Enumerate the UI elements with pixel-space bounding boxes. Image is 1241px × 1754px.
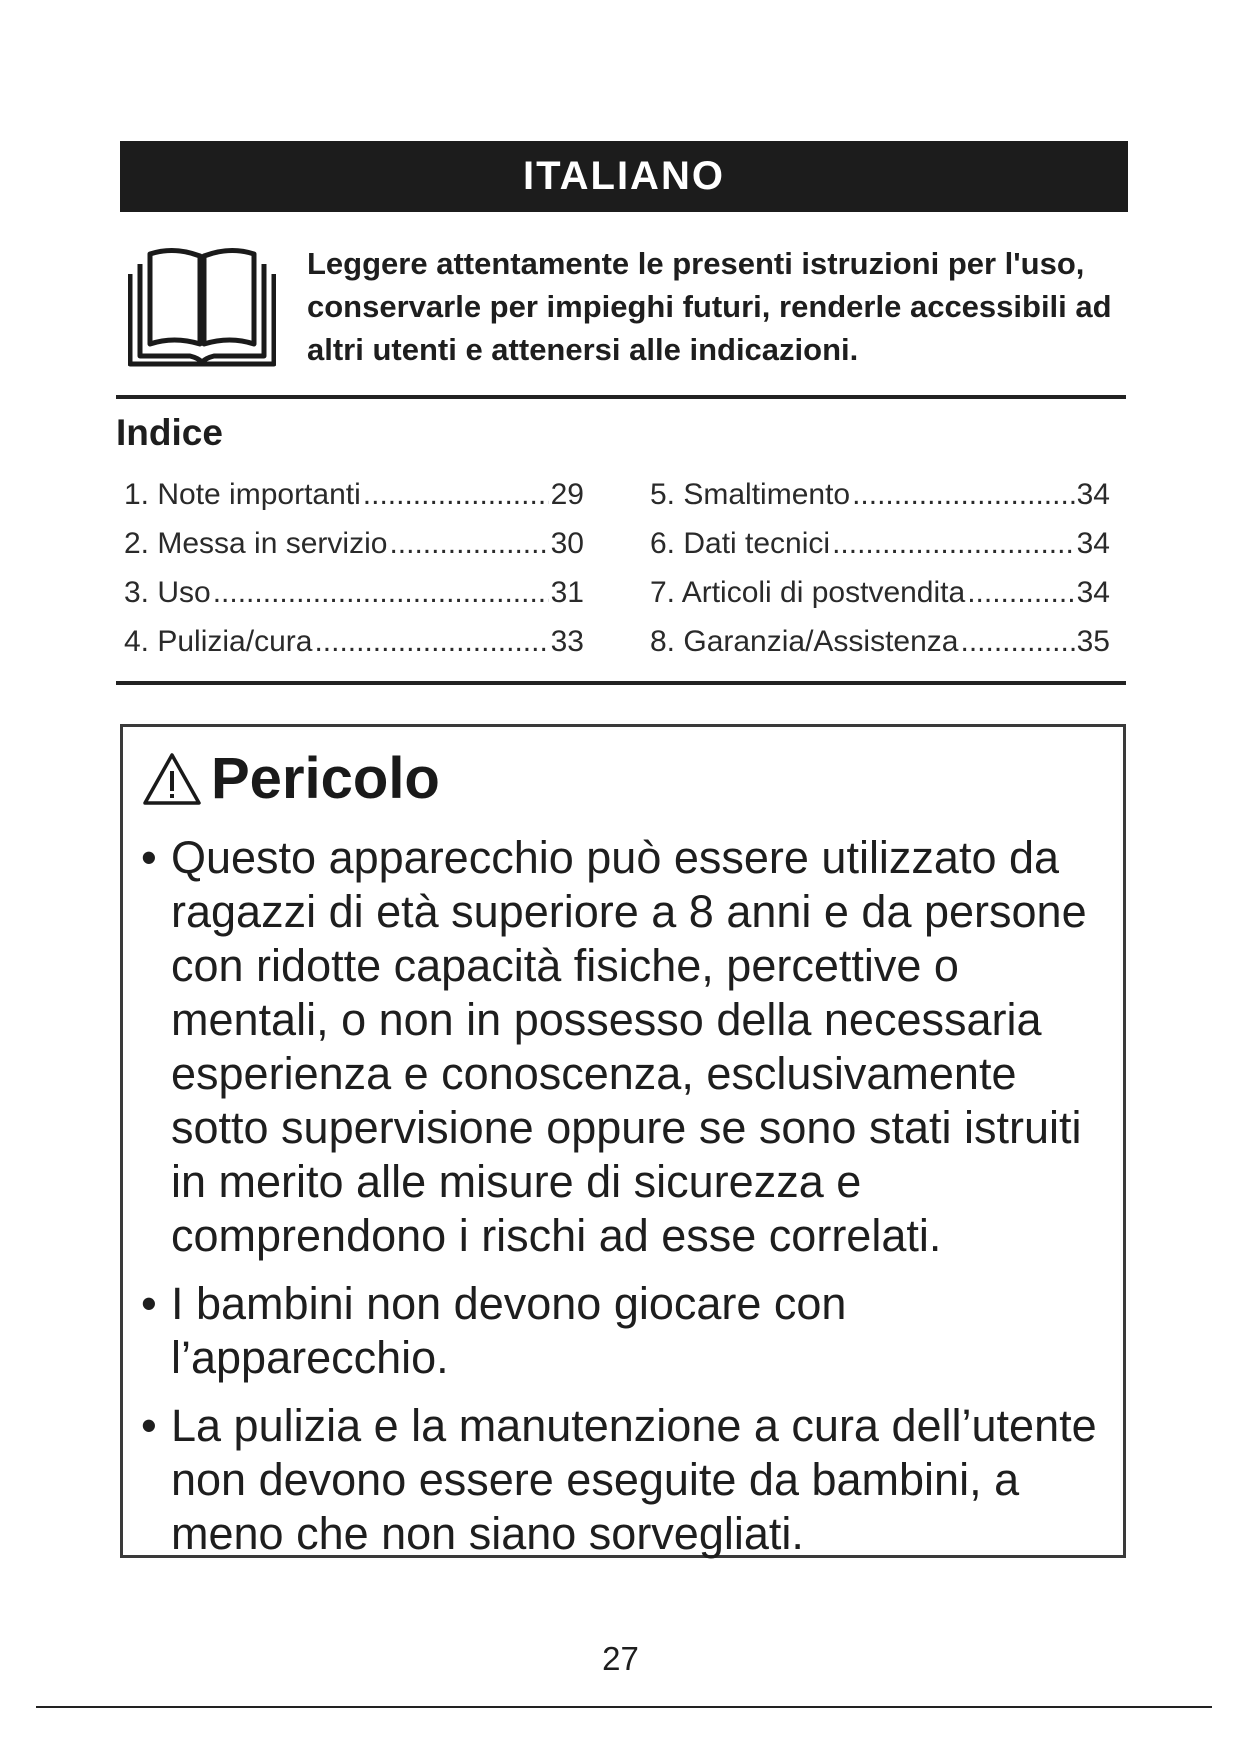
danger-header xyxy=(141,745,440,812)
index-entry-page: 34 xyxy=(1076,576,1110,609)
index-entry-page: 35 xyxy=(1076,625,1110,658)
index-entry-label: 8. Garanzia/Assistenza xyxy=(650,625,959,658)
index-entry[interactable] xyxy=(124,576,584,625)
divider xyxy=(116,395,1126,399)
danger-item-text: Questo apparecchio può essere utilizzato da ragazzi di età superiore a 8 anni e da persone con ridotte capacità fisiche, percettive o mentali, o non in possesso della necessaria esperienza e conoscenza, esclusivamente sotto supervisione oppure se sono stati istruiti in merito alle misure di sicurezza e comprendono i rischi ad esse correlati. xyxy=(171,832,1087,1261)
index-leader-dots xyxy=(967,576,1074,610)
bullet-dot-icon: • xyxy=(141,1400,157,1451)
danger-box xyxy=(120,724,1126,1558)
index-title: Indice xyxy=(116,412,223,453)
danger-list-item xyxy=(141,1399,1101,1561)
bullet-dot-icon: • xyxy=(141,1278,157,1329)
index-entry[interactable] xyxy=(650,576,1110,625)
index-entry[interactable] xyxy=(650,625,1110,674)
index-entry-page: 30 xyxy=(550,527,584,560)
index-entry[interactable] xyxy=(124,527,584,576)
index-entry-page: 34 xyxy=(1076,478,1110,511)
index-entry-page: 33 xyxy=(550,625,584,658)
bullet-dot-icon: • xyxy=(141,832,157,883)
index-entry-page: 31 xyxy=(550,576,584,609)
index-entry-label: 1. Note importanti xyxy=(124,478,361,511)
index-entry[interactable] xyxy=(124,625,584,674)
index-entry-label: 4. Pulizia/cura xyxy=(124,625,313,658)
index-leader-dots xyxy=(213,576,549,610)
page-number: 27 xyxy=(602,1640,639,1677)
index-entry-label: 7. Articoli di postvendita xyxy=(650,576,966,609)
index-leader-dots xyxy=(363,478,549,512)
index-entry[interactable] xyxy=(650,478,1110,527)
index-column-left xyxy=(124,478,584,674)
index-entry-label: 2. Messa in servizio xyxy=(124,527,388,560)
index-entry-label: 6. Dati tecnici xyxy=(650,527,831,560)
warning-triangle-icon xyxy=(141,751,203,807)
danger-title: Pericolo xyxy=(211,746,440,811)
index-entry-label: 3. Uso xyxy=(124,576,211,609)
index-leader-dots xyxy=(314,625,548,659)
index-leader-dots xyxy=(389,527,548,561)
language-title: ITALIANO xyxy=(523,154,725,198)
danger-item-text: La pulizia e la manutenzione a cura dell’utente non devono essere eseguite da bambini, a meno che non siano sorvegliati. xyxy=(171,1400,1097,1559)
language-header xyxy=(120,141,1128,212)
open-book-icon xyxy=(128,244,276,368)
index-entry-page: 29 xyxy=(550,478,584,511)
danger-item-text: I bambini non devono giocare con l’apparecchio. xyxy=(171,1278,847,1383)
index-leader-dots xyxy=(832,527,1075,561)
danger-list xyxy=(141,831,1101,1575)
index-entry-page: 34 xyxy=(1076,527,1110,560)
index-leader-dots xyxy=(852,478,1075,512)
divider xyxy=(116,681,1126,685)
danger-list-item xyxy=(141,831,1101,1263)
intro-notice: Leggere attentamente le presenti istruzioni per l'uso, conservarle per impieghi futuri, renderle accessibili ad altri utenti e attenersi alle indicazioni. xyxy=(307,246,1112,367)
footer-rule xyxy=(36,1706,1212,1708)
index-column-right xyxy=(650,478,1110,674)
index-leader-dots xyxy=(960,625,1074,659)
danger-list-item xyxy=(141,1277,1101,1385)
index-entry-label: 5. Smaltimento xyxy=(650,478,851,511)
index-entry[interactable] xyxy=(124,478,584,527)
index-entry[interactable] xyxy=(650,527,1110,576)
